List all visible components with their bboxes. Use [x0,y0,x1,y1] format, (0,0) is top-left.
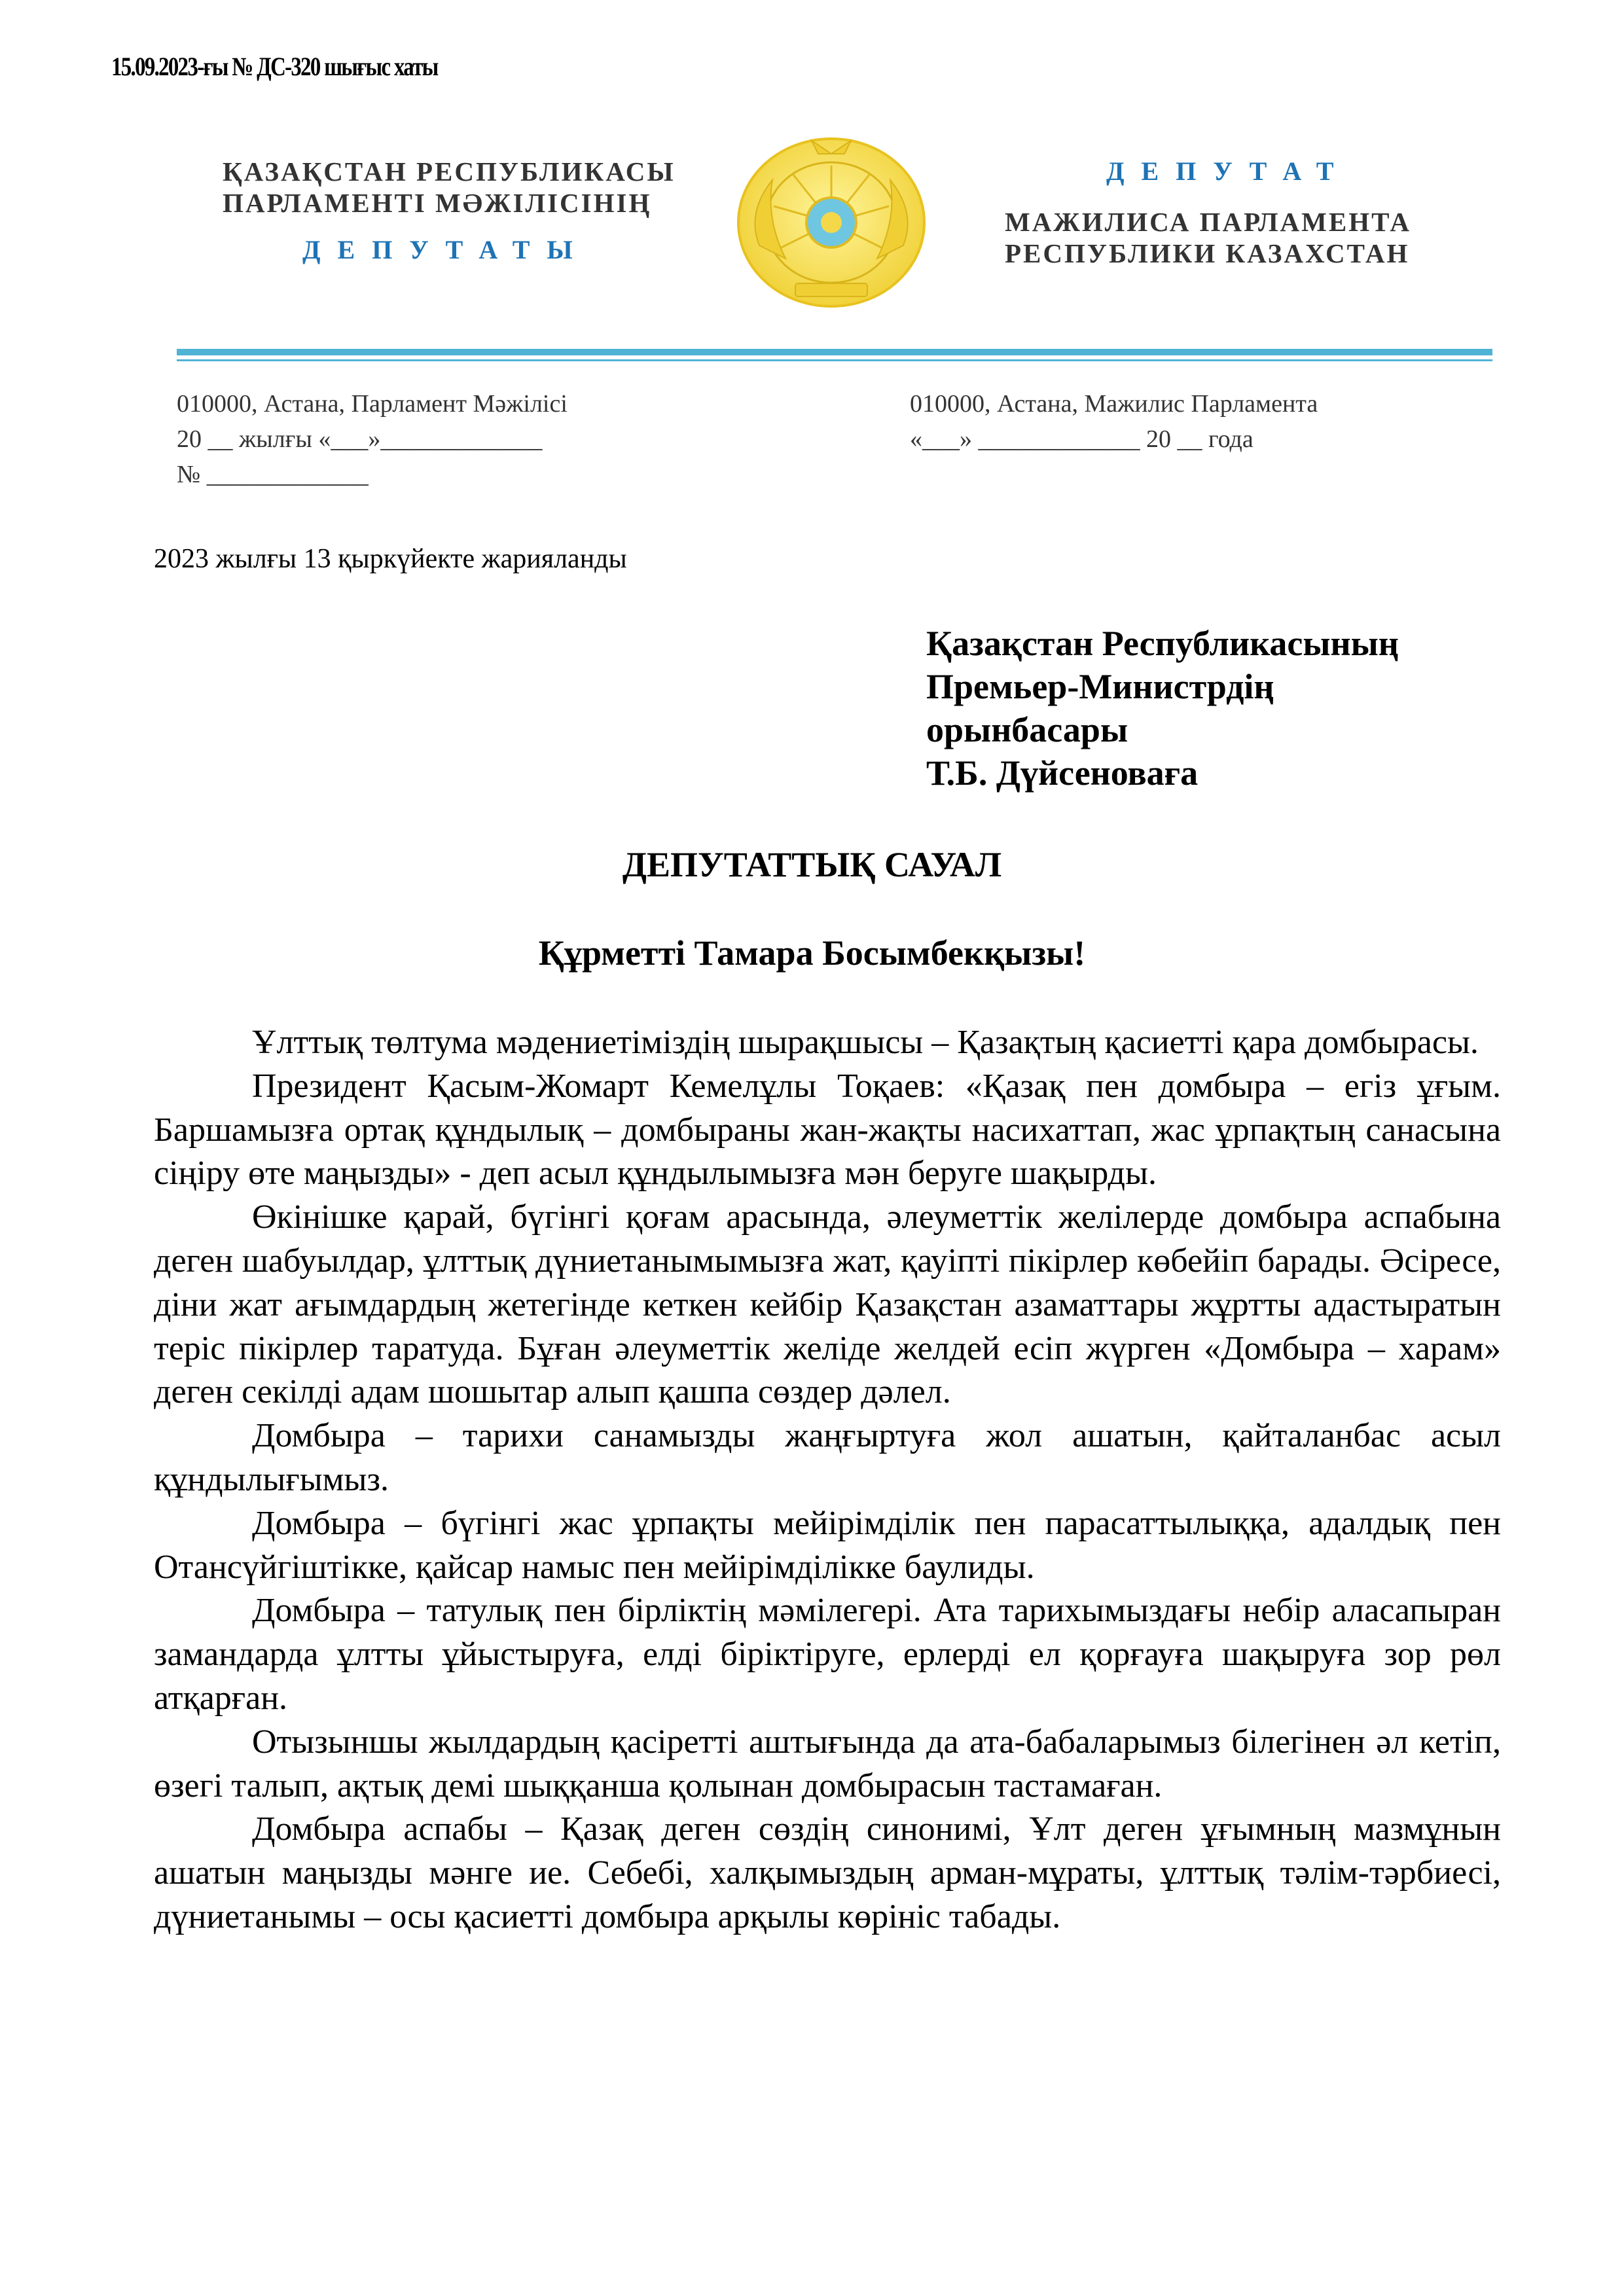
body-paragraph: Домбыра – татулық пен бірліктің мәмілегері. Ата тарихымыздағы небір аласапыран замандарда ұлтты ұйыстыруға, елді біріктіруге, ерлерді ел қорғауға шақыруға зор рөл атқарған. [154,1592,1501,1717]
document-title: ДЕПУТАТТЫҚ САУАЛ [622,845,1002,884]
left-org-line1: ҚАЗАҚСТАН РЕСПУБЛИКАСЫ [223,156,676,187]
right-org-line1: МАЖИЛИСА ПАРЛАМЕНТА [1005,207,1412,237]
state-emblem-icon [733,134,929,311]
letterhead-divider-thick [177,349,1492,355]
publication-date: 2023 жылғы 13 қыркүйекте жарияланды [154,544,627,574]
left-date-line: 20 __ жылғы «___»_____________ [177,425,543,453]
salutation: Құрметті Тамара Босымбекқызы! [538,933,1086,973]
left-address: 010000, Астана, Парламент Мәжілісі [177,390,568,418]
body-paragraph: Өкінішке қарай, бүгінгі қоғам арасында, әлеуметтік желілерде домбыра аспабына деген шабуылдар, ұлттық дүниетанымымызға жат, қауіпті пікірлер көбейіп барады. Әсіресе, діни жат ағымдардың жетегінде кеткен кейбір Қазақстан азаматтары жұртты адастыратын теріс пікірлер таратуда. Бұған әлеуметтік желіде желдей есіп жүрген «Домбыра – харам» деген секілді адам шошытар алып қашпа сөздер дәлел. [154,1198,1501,1411]
left-org-line2: ПАРЛАМЕНТІ МӘЖІЛІСІНІҢ [223,188,652,218]
body-paragraph: Домбыра – тарихи санамызды жаңғыртуға жол ашатын, қайталанбас асыл құндылығымыз. [154,1417,1501,1498]
letter-body [154,1021,1501,1939]
addressee-line: орынбасары [926,710,1128,749]
right-org-line2: РЕСПУБЛИКИ КАЗАХСТАН [1005,238,1410,268]
body-paragraph: Домбыра аспабы – Қазақ деген сөздің синонимі, Ұлт деген ұғымның мазмұнын ашатын маңызды мәнге ие. Себебі, халқымыздың арман-мұраты, ұлттық тәлім-тәрбиесі, дүниетанымы – осы қасиетті домбыра арқылы көрініс табады. [154,1810,1501,1935]
addressee-block [926,622,1399,795]
right-date-line: «___» _____________ 20 __ года [910,425,1254,453]
right-deputy-title: ДЕПУТАТ [1106,156,1351,186]
body-paragraph: Ұлттық төлтума мәдениетіміздің шырақшысы – Қазақтың қасиетті қара домбырасы. [252,1024,1479,1061]
left-number-line: № _____________ [177,461,369,488]
body-paragraph: Отызыншы жылдардың қасіретті аштығында да ата-бабаларымыз білегінен әл кетіп, өзегі талып, ақтық демі шыққанша қолынан домбырасын тастамаған. [154,1723,1501,1804]
addressee-line: Қазақстан Республикасының [926,624,1399,663]
addressee-line: Премьер-Министрдің [926,667,1274,706]
body-paragraph: Президент Қасым-Жомарт Кемелұлы Тоқаев: «Қазақ пен домбыра – егіз ұғым. Баршамызға ортақ құндылық – домбыраны жан-жақты насихаттап, жас ұрпақтың санасына сіңіру өте маңызды» - деп асыл құндылымызға мән беруге шақырды. [154,1067,1501,1193]
left-deputy-title: ДЕПУТАТЫ [302,235,590,264]
body-paragraph: Домбыра – бүгінгі жас ұрпақты мейірімділік пен парасаттылыққа, адалдық пен Отансүйгіштікке, қайсар намыс пен мейірімділікке баулиды. [154,1504,1501,1586]
letterhead-divider-thin [177,359,1492,361]
right-address: 010000, Астана, Мажилис Парламента [910,390,1318,418]
outgoing-letter-stamp: 15.09.2023-ғы № ДС-320 шығыс хаты [111,52,438,81]
addressee-line: Т.Б. Дүйсеноваға [926,753,1199,793]
